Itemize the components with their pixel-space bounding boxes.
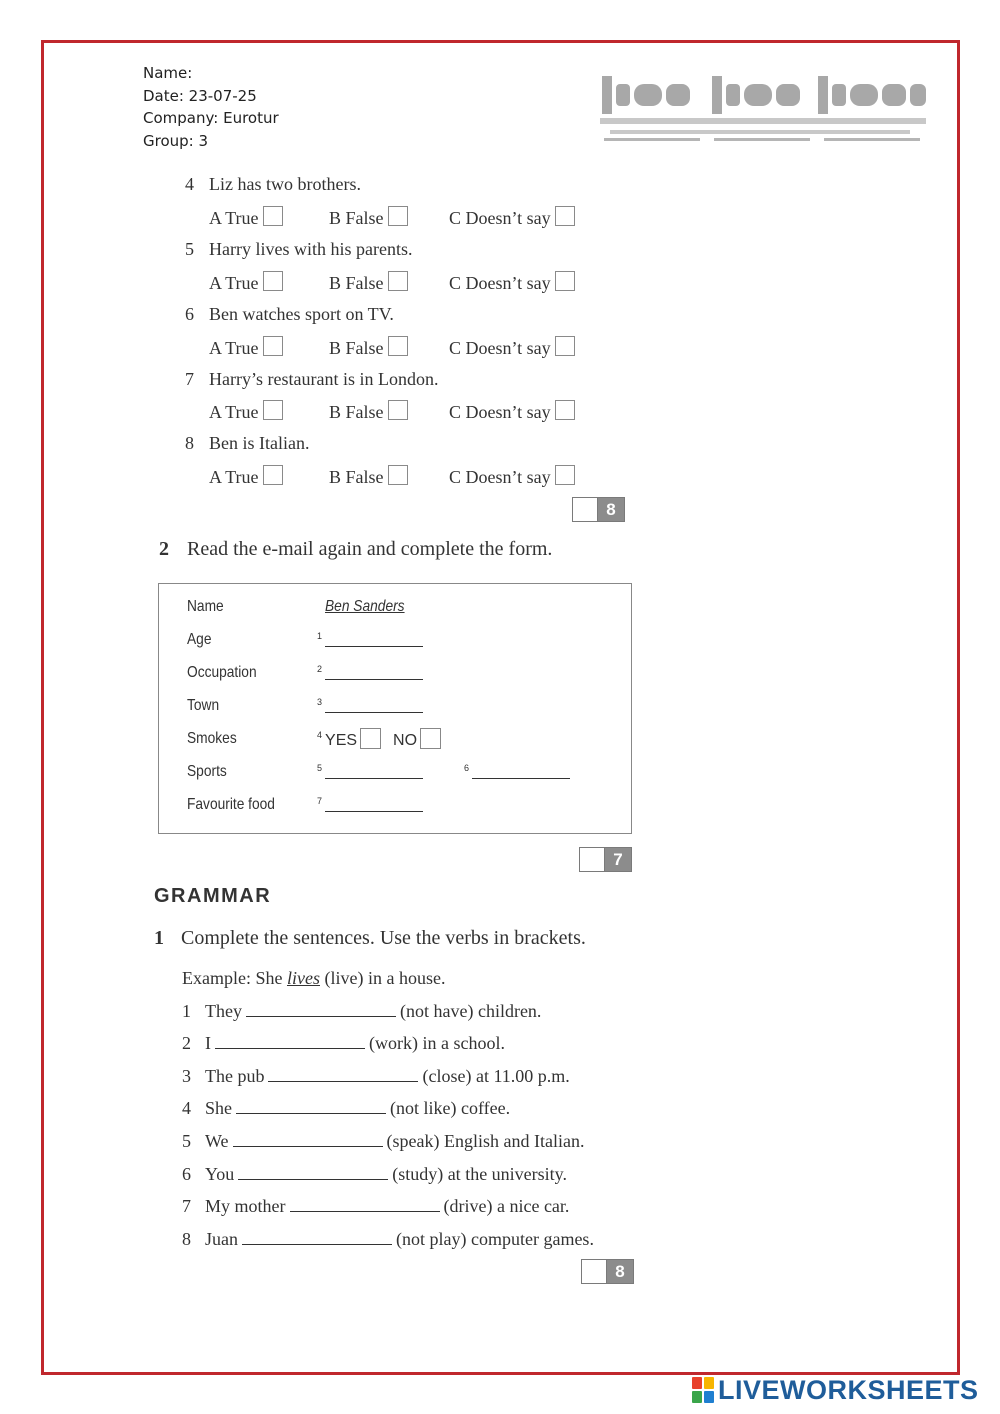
score-input[interactable] [580,848,605,871]
section-2-title: 2 Read the e-mail again and complete the form. [159,538,553,560]
checkbox[interactable] [388,271,408,291]
checkbox[interactable] [263,336,283,356]
form-field-smokes: $^4$ YES NO [317,728,453,750]
grammar-item-3: 3 The pub (close) at 11.00 p.m. [182,1066,570,1086]
checkbox[interactable] [555,271,575,291]
answer-blank[interactable] [268,1068,418,1082]
option-doesnt-say: C Doesn’t say [449,271,575,294]
checkbox[interactable] [263,271,283,291]
grammar-item-1: 1 They (not have) children. [182,1001,542,1021]
checkbox[interactable] [388,206,408,226]
grammar-item-6: 6 You (study) at the university. [182,1164,567,1184]
yes-checkbox[interactable] [360,728,381,749]
form-label-smokes: Smokes [187,730,237,747]
option-true: A True [209,400,283,423]
grammar-item-7: 7 My mother (drive) a nice car. [182,1196,570,1216]
form-label-sports: Sports [187,763,227,780]
score-max: 8 [607,1260,633,1283]
option-doesnt-say: C Doesn’t say [449,465,575,488]
answer-blank[interactable] [325,699,423,713]
answer-blank[interactable] [325,666,423,680]
answer-blank[interactable] [246,1003,396,1017]
checkbox[interactable] [263,400,283,420]
form-value-name: Ben Sanders [325,598,405,615]
checkbox[interactable] [388,336,408,356]
option-true: A True [209,465,283,488]
score-max: 8 [598,498,624,521]
answer-blank[interactable] [325,798,423,812]
form-label-name: Name [187,598,224,615]
option-doesnt-say: C Doesn’t say [449,336,575,359]
grammar-item-4: 4 She (not like) coffee. [182,1098,511,1118]
score-box-1 [572,497,625,522]
option-false: B False [329,465,408,488]
form-label-age: Age [187,631,212,648]
option-false: B False [329,336,408,359]
form-field-sports-2: 6 [464,763,570,783]
answer-blank[interactable] [325,765,423,779]
checkbox[interactable] [263,206,283,226]
form-label-food: Favourite food [187,796,275,813]
form-label-occupation: Occupation [187,664,257,681]
answer-blank[interactable] [215,1035,365,1049]
student-info [143,62,279,152]
option-true: A True [209,336,283,359]
checkbox[interactable] [555,336,575,356]
checkbox[interactable] [555,400,575,420]
liveworksheets-wordmark: LIVEWORKSHEETS [718,1374,979,1405]
option-false: B False [329,271,408,294]
option-true: A True [209,206,283,229]
answer-blank[interactable] [238,1166,388,1180]
company-line: Company: Eurotur [143,109,279,127]
form-field-food: 7 [317,796,423,816]
grammar-example: Example: She lives (live) in a house. [182,968,446,988]
question-7: 7 Harry’s restaurant is in London. [185,369,439,389]
checkbox[interactable] [555,206,575,226]
form-field-sports-1: 5 [317,763,423,783]
grammar-exercise-title: 1 Complete the sentences. Use the verbs in brackets. [154,927,586,949]
form-field-town: 3 [317,697,423,717]
liveworksheets-icon [692,1377,714,1403]
option-true: A True [209,271,283,294]
form-field-age: 1 [317,631,423,651]
form-label-town: Town [187,697,220,714]
liveworksheets-logo [692,1373,979,1407]
score-max: 7 [605,848,631,871]
checkbox[interactable] [388,400,408,420]
answer-blank[interactable] [236,1100,386,1114]
checkbox[interactable] [555,465,575,485]
option-false: B False [329,400,408,423]
score-box-3 [581,1259,634,1284]
option-false: B False [329,206,408,229]
grammar-item-8: 8 Juan (not play) computer games. [182,1229,594,1249]
grammar-item-2: 2 I (work) in a school. [182,1033,505,1053]
name-line: Name: [143,64,193,82]
profile-form [158,583,632,834]
question-8: 8 Ben is Italian. [185,433,310,453]
answer-blank[interactable] [242,1231,392,1245]
question-4: 4 Liz has two brothers. [185,174,361,194]
answer-blank[interactable] [325,633,423,647]
form-field-occupation: 2 [317,664,423,684]
answer-blank[interactable] [472,765,570,779]
score-input[interactable] [573,498,598,521]
score-input[interactable] [582,1260,607,1283]
company-logo [600,70,928,144]
question-5: 5 Harry lives with his parents. [185,239,413,259]
answer-blank[interactable] [290,1198,440,1212]
no-checkbox[interactable] [420,728,441,749]
option-doesnt-say: C Doesn’t say [449,206,575,229]
checkbox[interactable] [388,465,408,485]
answer-blank[interactable] [233,1133,383,1147]
score-box-2 [579,847,632,872]
checkbox[interactable] [263,465,283,485]
option-doesnt-say: C Doesn’t say [449,400,575,423]
grammar-item-5: 5 We (speak) English and Italian. [182,1131,585,1151]
grammar-heading: GRAMMAR [154,885,272,907]
group-line: Group: 3 [143,131,209,150]
date-line: Date: 23-07-25 [143,86,257,105]
question-6: 6 Ben watches sport on TV. [185,304,394,324]
